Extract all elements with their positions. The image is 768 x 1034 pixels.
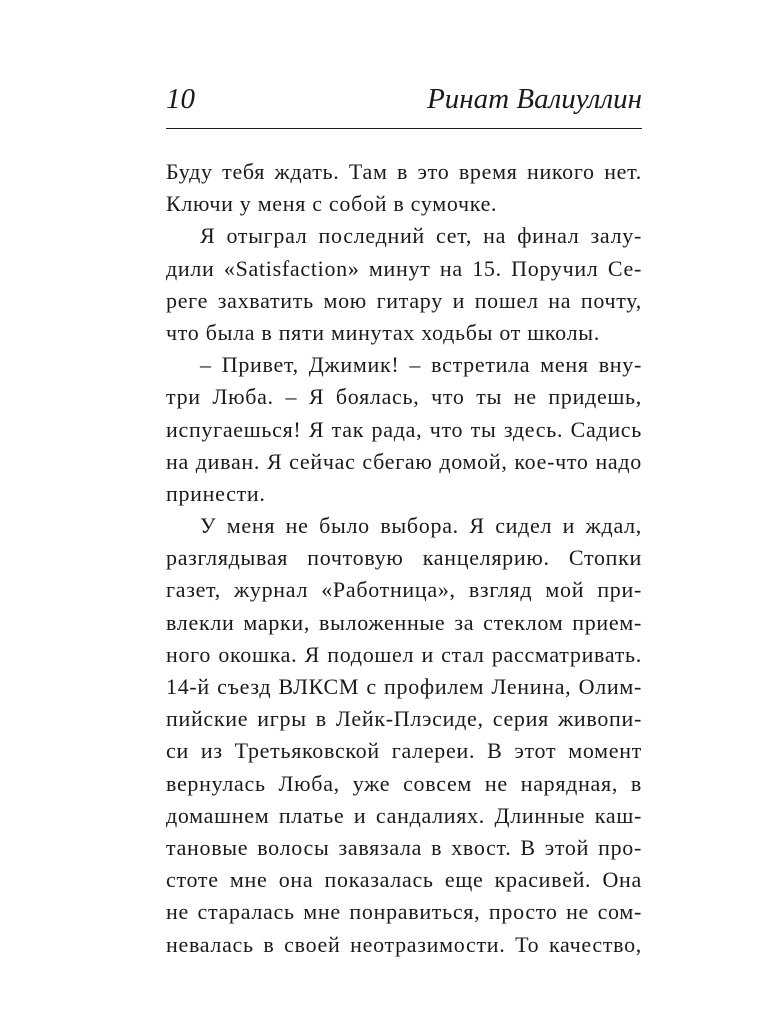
text-line: не старалась мне понравиться, просто не сом- xyxy=(166,899,642,925)
text-line: дили «Satisfaction» минут на 15. Поручил Се- xyxy=(166,255,642,281)
text-line: влекли марки, выложенные за стеклом прием- xyxy=(166,609,642,635)
text-line: си из Третьяковской галереи. В этот момент xyxy=(166,738,642,764)
page-header xyxy=(166,82,642,122)
text-line: что была в пяти минутах ходьбы от школы. xyxy=(166,319,600,345)
text-line: три Люба. – Я боялась, что ты не придешь, xyxy=(166,384,642,410)
text-line: принести. xyxy=(166,480,266,506)
text-line: на диван. Я сейчас сбегаю домой, кое-что надо xyxy=(166,448,642,474)
page-number: 10 xyxy=(166,83,195,115)
text-line: стоте мне она показалась еще красивей. Она xyxy=(166,867,642,893)
text-line: невалась в своей неотразимости. То качество, xyxy=(166,931,642,957)
text-line: разглядывая почтовую канцелярию. Стопки xyxy=(166,545,642,571)
text-line: 14-й съезд ВЛКСМ с профилем Ленина, Олим- xyxy=(166,674,642,699)
text-line: домашнем платье и сандалиях. Длинные каш- xyxy=(166,802,642,828)
text-line: тановые волосы завязала в хвост. В этой про- xyxy=(166,834,642,860)
text-line: реге захватить мою гитару и пошел на почту, xyxy=(166,287,642,313)
text-line: У меня не было выбора. Я сидел и ждал, xyxy=(200,513,642,539)
body-text xyxy=(166,156,642,961)
text-line: газет, журнал «Работница», взгляд мой при- xyxy=(166,577,642,603)
text-line: Ключи у меня с собой в сумочке. xyxy=(166,191,498,217)
text-line: пийские игры в Лейк-Плэсиде, серия живопи- xyxy=(166,706,642,732)
text-line: ного окошка. Я подошел и стал рассматривать. xyxy=(166,641,642,667)
text-line: вернулась Люба, уже совсем не нарядная, в xyxy=(166,770,642,796)
text-line: – Привет, Джимик! – встретила меня вну- xyxy=(200,352,642,378)
running-title: Ринат Валиуллин xyxy=(427,83,642,115)
text-line: испугаешься! Я так рада, что ты здесь. Садись xyxy=(166,416,642,442)
header-rule xyxy=(166,128,642,129)
text-line: Я отыграл последний сет, на финал залу- xyxy=(200,223,642,249)
text-line: Буду тебя ждать. Там в это время никого нет. xyxy=(166,159,642,184)
